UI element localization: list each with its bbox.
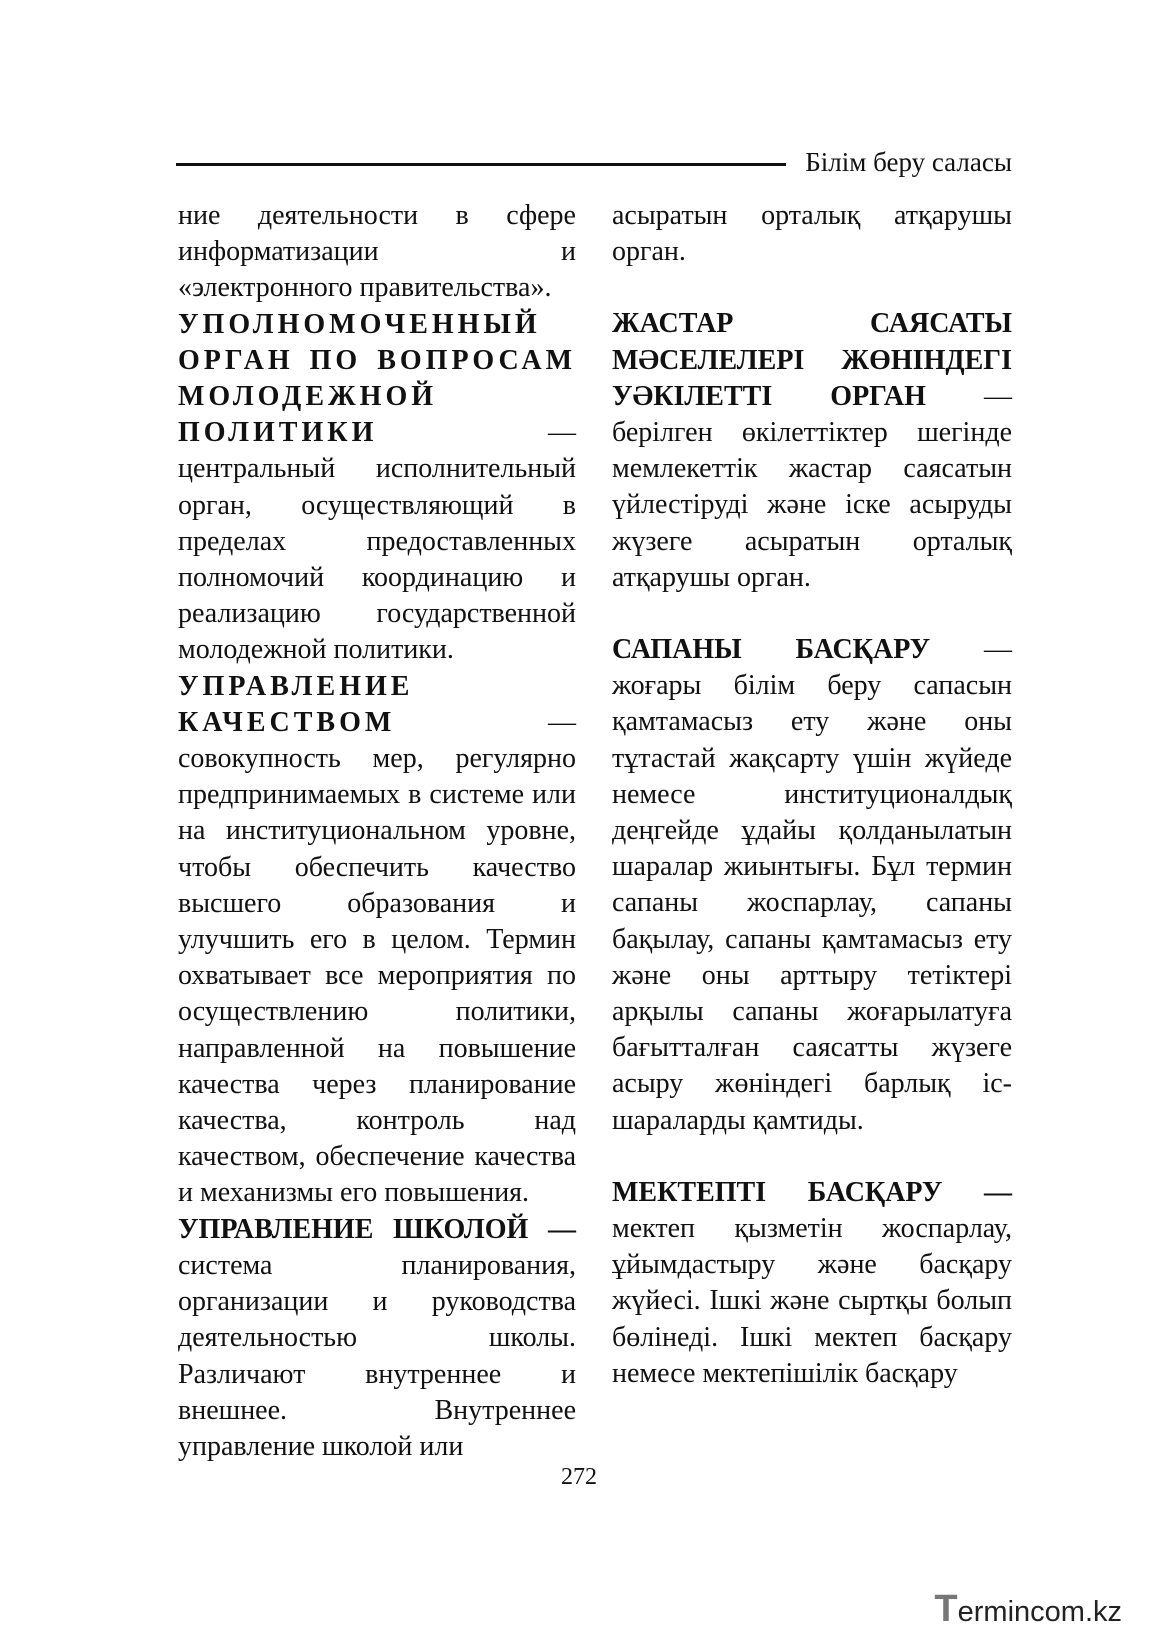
entry-school-management [178, 1212, 576, 1465]
entry-text: система планирования, организации и руководства деятельностью школы. Различают внутреннее и внешнее. Внутреннее управление школой или [178, 1249, 576, 1462]
entry-gap [612, 270, 1012, 306]
entry-term: САПАНЫ БАСҚАРУ [612, 634, 931, 666]
entry-continuation [178, 198, 576, 307]
header-rule [176, 163, 786, 166]
running-header [176, 146, 1012, 180]
left-column [178, 198, 576, 1465]
entry-text: — центральный исполнительный орган, осуществляющий в пределах предоставленных полномочий координацию и реализацию государственной молодежной политики. [178, 417, 576, 666]
watermark-logo [934, 1590, 1122, 1628]
entry-text: — берілген өкілеттіктер шегінде мемлекеттік жастар саясатын үйлестіруді және іске асыруды жүзеге асыратын орталық атқарушы орган. [612, 380, 1012, 593]
entry-quality-management [178, 669, 576, 1212]
header-title: Білім беру саласы [805, 147, 1012, 177]
entry-school-management [612, 1175, 1012, 1392]
entry-youth-policy-body [612, 306, 1012, 596]
entry-youth-policy-body [178, 307, 576, 669]
entry-term: ЖАСТАР САЯСАТЫ МӘСЕЛЕЛЕРІ ЖӨНІНДЕГІ УӘКІЛЕТТІ ОРГАН [612, 308, 1012, 412]
entry-text: асыратын орталық атқарушы орган. [612, 200, 1012, 268]
logo-lead-letter: T [934, 1588, 958, 1630]
entry-gap [612, 596, 1012, 632]
entry-text: — совокупность мер, регулярно предпринимаемых в системе или на институциональном уровне, чтобы обеспечить качество высшего образования и улучшить его в целом. Термин охватывает все мероприятия по осуществлению политики, направленной на повышение качества через планирование качества, контроль над качеством, обеспечение качества и механизмы его повышения. [178, 706, 576, 1209]
entry-gap [612, 1139, 1012, 1175]
entry-term: УПРАВЛЕНИЕ ШКОЛОЙ — [178, 1213, 576, 1245]
entry-term: УПОЛНОМОЧЕННЫЙ ОРГАН ПО ВОПРОСАМ МОЛОДЕЖНОЙ ПОЛИТИКИ [178, 308, 576, 449]
entry-term: МЕКТЕПТІ БАСҚАРУ — [612, 1176, 1012, 1208]
logo-text: ermincom.kz [957, 1596, 1122, 1628]
right-column [612, 198, 1012, 1392]
entry-text: ние деятельности в сфере информатизации и «электронного правительства». [178, 200, 576, 304]
entry-text: — жоғары білім беру сапасын қамтамасыз ету және оны тұтастай жақсарту үшін жүйеде немесе институционалдық деңгейде ұдайы қолданылатын шаралар жиынтығы. Бұл термин сапаны жоспарлау, сапаны бақылау, сапаны қамтамасыз ету және оны арттыру тетіктері арқылы сапаны жоғарылатуға бағытталған саясатты жүзеге асыру жөніндегі барлық іс-шараларды қамтиды. [612, 634, 1013, 1136]
entry-term: УПРАВЛЕНИЕ КАЧЕСТВОМ [178, 670, 414, 738]
page-number: 272 [561, 1464, 597, 1490]
entry-quality-management [612, 632, 1012, 1139]
entry-text: мектеп қызметін жоспарлау, ұйымдастыру және басқару жүйесі. Ішкі және сыртқы болып бөлінеді. Ішкі мектеп басқару немесе мектепішілік басқару [612, 1213, 1012, 1389]
entry-continuation [612, 198, 1012, 270]
